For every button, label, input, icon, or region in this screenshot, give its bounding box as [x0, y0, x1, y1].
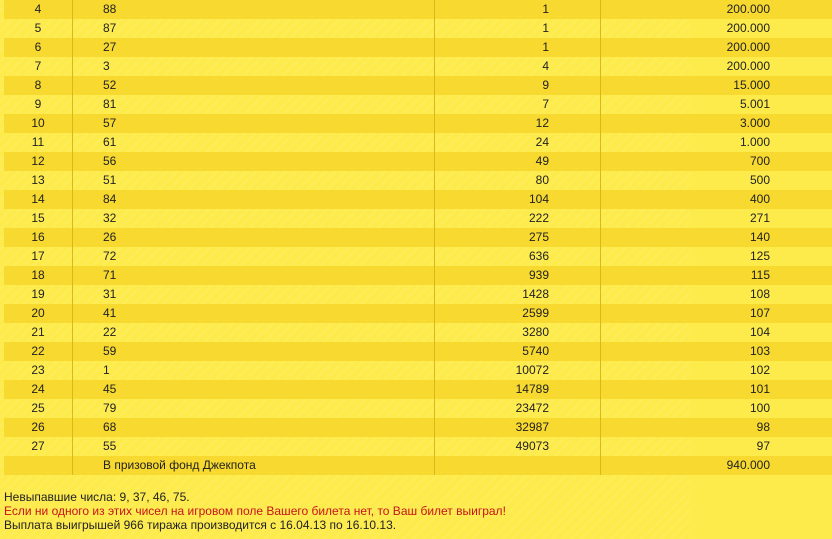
prize-amount: 400 [601, 190, 832, 209]
winners-count: 5740 [435, 342, 601, 361]
prize-amount: 15.000 [601, 76, 832, 95]
table-row [4, 57, 832, 76]
prize-amount: 200.000 [601, 57, 832, 76]
round-number: 4 [4, 0, 73, 19]
jackpot-fund-amount: 940.000 [601, 456, 832, 475]
prize-amount: 700 [601, 152, 832, 171]
prize-amount: 500 [601, 171, 832, 190]
table-row [4, 152, 832, 171]
table-row [4, 323, 832, 342]
winners-count: 9 [435, 76, 601, 95]
ball-number: 59 [73, 342, 435, 361]
prize-amount: 115 [601, 266, 832, 285]
round-number: 25 [31, 401, 45, 415]
winners-count: 1 [435, 19, 601, 38]
ball-number: 52 [73, 76, 435, 95]
ball-number: 87 [73, 19, 435, 38]
prize-amount: 107 [601, 304, 832, 323]
round-number: 14 [4, 190, 73, 209]
winners-count: 2599 [435, 304, 601, 323]
ball-number: 3 [73, 57, 435, 76]
round-number: 19 [31, 287, 45, 301]
ball-number: 72 [73, 247, 435, 266]
table-row [4, 19, 832, 38]
ball-number: 1 [73, 361, 435, 380]
jackpot-fund-label: В призовой фонд Джекпота [73, 456, 435, 475]
winners-count: 1 [435, 0, 601, 19]
table-row [4, 342, 832, 361]
round-number: 20 [4, 304, 73, 323]
winners-count: 14789 [435, 380, 601, 399]
round-number: 23 [31, 363, 45, 377]
ball-number: 45 [73, 380, 435, 399]
ball-number: 27 [73, 38, 435, 57]
round-number: 5 [34, 21, 42, 35]
draw-notes [4, 490, 506, 532]
round-number: 9 [34, 97, 42, 111]
prize-amount: 108 [601, 285, 832, 304]
round-number: 18 [4, 266, 73, 285]
table-row [4, 437, 832, 456]
table-row [4, 133, 832, 152]
table-row [4, 190, 832, 209]
round-number: 7 [34, 59, 42, 73]
prize-amount: 101 [601, 380, 832, 399]
winners-count: 80 [435, 171, 601, 190]
winners-count: 222 [435, 209, 601, 228]
round-number: 27 [31, 439, 45, 453]
prize-amount: 102 [601, 361, 832, 380]
table-row [4, 285, 832, 304]
ball-number: 26 [73, 228, 435, 247]
round-number: 10 [4, 114, 73, 133]
ball-number: 22 [73, 323, 435, 342]
prize-amount: 103 [601, 342, 832, 361]
round-number: 13 [31, 173, 45, 187]
winners-count: 939 [435, 266, 601, 285]
empty-cell [4, 456, 73, 475]
winners-count: 1 [435, 38, 601, 57]
table-row [4, 266, 832, 285]
ball-number: 57 [73, 114, 435, 133]
prize-amount: 200.000 [601, 0, 832, 19]
table-row [4, 95, 832, 114]
prize-amount: 104 [601, 323, 832, 342]
ball-number: 71 [73, 266, 435, 285]
prize-amount: 1.000 [601, 133, 832, 152]
round-number: 17 [31, 249, 45, 263]
ball-number: 55 [73, 437, 435, 456]
jackpot-fund-row [4, 456, 832, 475]
prize-amount: 200.000 [601, 38, 832, 57]
table-row [4, 380, 832, 399]
table-row [4, 418, 832, 437]
missing-numbers-note: Невыпавшие числа: 9, 37, 46, 75. [4, 490, 190, 504]
table-row [4, 76, 832, 95]
table-row [4, 209, 832, 228]
ball-number: 79 [73, 399, 435, 418]
payout-period-note: Выплата выигрышей 966 тиража производится с 16.04.13 по 16.10.13. [4, 518, 397, 532]
ball-number: 41 [73, 304, 435, 323]
winners-count: 275 [435, 228, 601, 247]
prize-amount: 271 [601, 209, 832, 228]
winners-count: 24 [435, 133, 601, 152]
ball-number: 81 [73, 95, 435, 114]
ball-number: 68 [73, 418, 435, 437]
table-row [4, 399, 832, 418]
ball-number: 61 [73, 133, 435, 152]
round-number: 8 [4, 76, 73, 95]
table-row [4, 304, 832, 323]
round-number: 16 [4, 228, 73, 247]
winners-count: 10072 [435, 361, 601, 380]
results-table [4, 0, 832, 475]
round-number: 26 [4, 418, 73, 437]
table-row [4, 171, 832, 190]
table-row [4, 114, 832, 133]
winners-count: 7 [435, 95, 601, 114]
empty-cell [435, 456, 601, 475]
ball-number: 56 [73, 152, 435, 171]
winners-count: 32987 [435, 418, 601, 437]
table-row [4, 0, 832, 19]
ball-number: 88 [73, 0, 435, 19]
prize-amount: 100 [601, 399, 832, 418]
round-number: 15 [31, 211, 45, 225]
winners-count: 23472 [435, 399, 601, 418]
round-number: 12 [4, 152, 73, 171]
table-row [4, 361, 832, 380]
winners-count: 636 [435, 247, 601, 266]
table-row [4, 247, 832, 266]
round-number: 21 [31, 325, 45, 339]
winners-count: 49 [435, 152, 601, 171]
ball-number: 84 [73, 190, 435, 209]
prize-amount: 200.000 [601, 19, 832, 38]
win-condition-note: Если ни одного из этих чисел на игровом поле Вашего билета нет, то Ваш билет выиграл! [4, 504, 506, 518]
results-table-body [4, 0, 832, 475]
winners-count: 49073 [435, 437, 601, 456]
prize-amount: 98 [601, 418, 832, 437]
ball-number: 51 [73, 171, 435, 190]
prize-amount: 97 [601, 437, 832, 456]
ball-number: 32 [73, 209, 435, 228]
winners-count: 104 [435, 190, 601, 209]
table-row [4, 228, 832, 247]
prize-amount: 140 [601, 228, 832, 247]
ball-number: 31 [73, 285, 435, 304]
round-number: 24 [4, 380, 73, 399]
winners-count: 12 [435, 114, 601, 133]
round-number: 6 [4, 38, 73, 57]
prize-amount: 3.000 [601, 114, 832, 133]
winners-count: 4 [435, 57, 601, 76]
table-row [4, 38, 832, 57]
winners-count: 3280 [435, 323, 601, 342]
round-number: 22 [4, 342, 73, 361]
prize-amount: 5.001 [601, 95, 832, 114]
prize-amount: 125 [601, 247, 832, 266]
round-number: 11 [31, 135, 45, 149]
winners-count: 1428 [435, 285, 601, 304]
